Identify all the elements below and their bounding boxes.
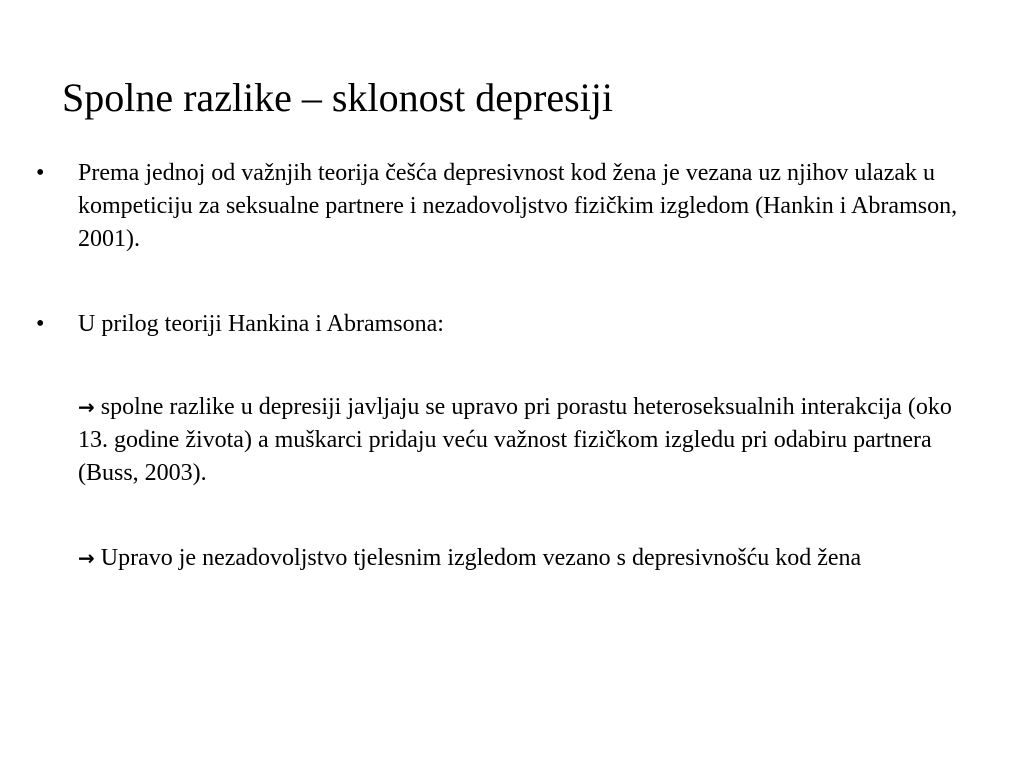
arrow-point [0, 391, 978, 490]
slide-title: Spolne razlike – sklonost depresiji [62, 75, 614, 120]
bullet-item [0, 308, 978, 341]
bullet-icon: • [36, 311, 45, 337]
bullet-text: Prema jednoj od važnjih teorija češća depresivnost kod žena je vezana uz njihov ulazak u kompeticiju za seksualne partnere i nezadovoljstvo fizičkim izgledom (Hankin i Abramson, 2001). [78, 160, 958, 252]
arrow-right-icon: → [78, 395, 95, 419]
slide-content [0, 157, 1024, 575]
arrow-point-text: Upravo je nezadovoljstvo tjelesnim izgledom vezano s depresivnošću kod žena [100, 545, 862, 571]
arrow-point-text: spolne razlike u depresiji javljaju se upravo pri porastu heteroseksualnih interakcija (oko 13. godine života) a muškarci pridaju veću važnost fizičkom izgledu pri odabiru partnera (Buss, 2003). [78, 394, 952, 486]
bullet-item [0, 157, 978, 256]
bullet-icon: • [36, 160, 45, 186]
arrow-point [0, 542, 978, 575]
arrow-right-icon: → [78, 546, 95, 570]
bullet-text: U prilog teoriji Hankina i Abramsona: [78, 311, 444, 337]
